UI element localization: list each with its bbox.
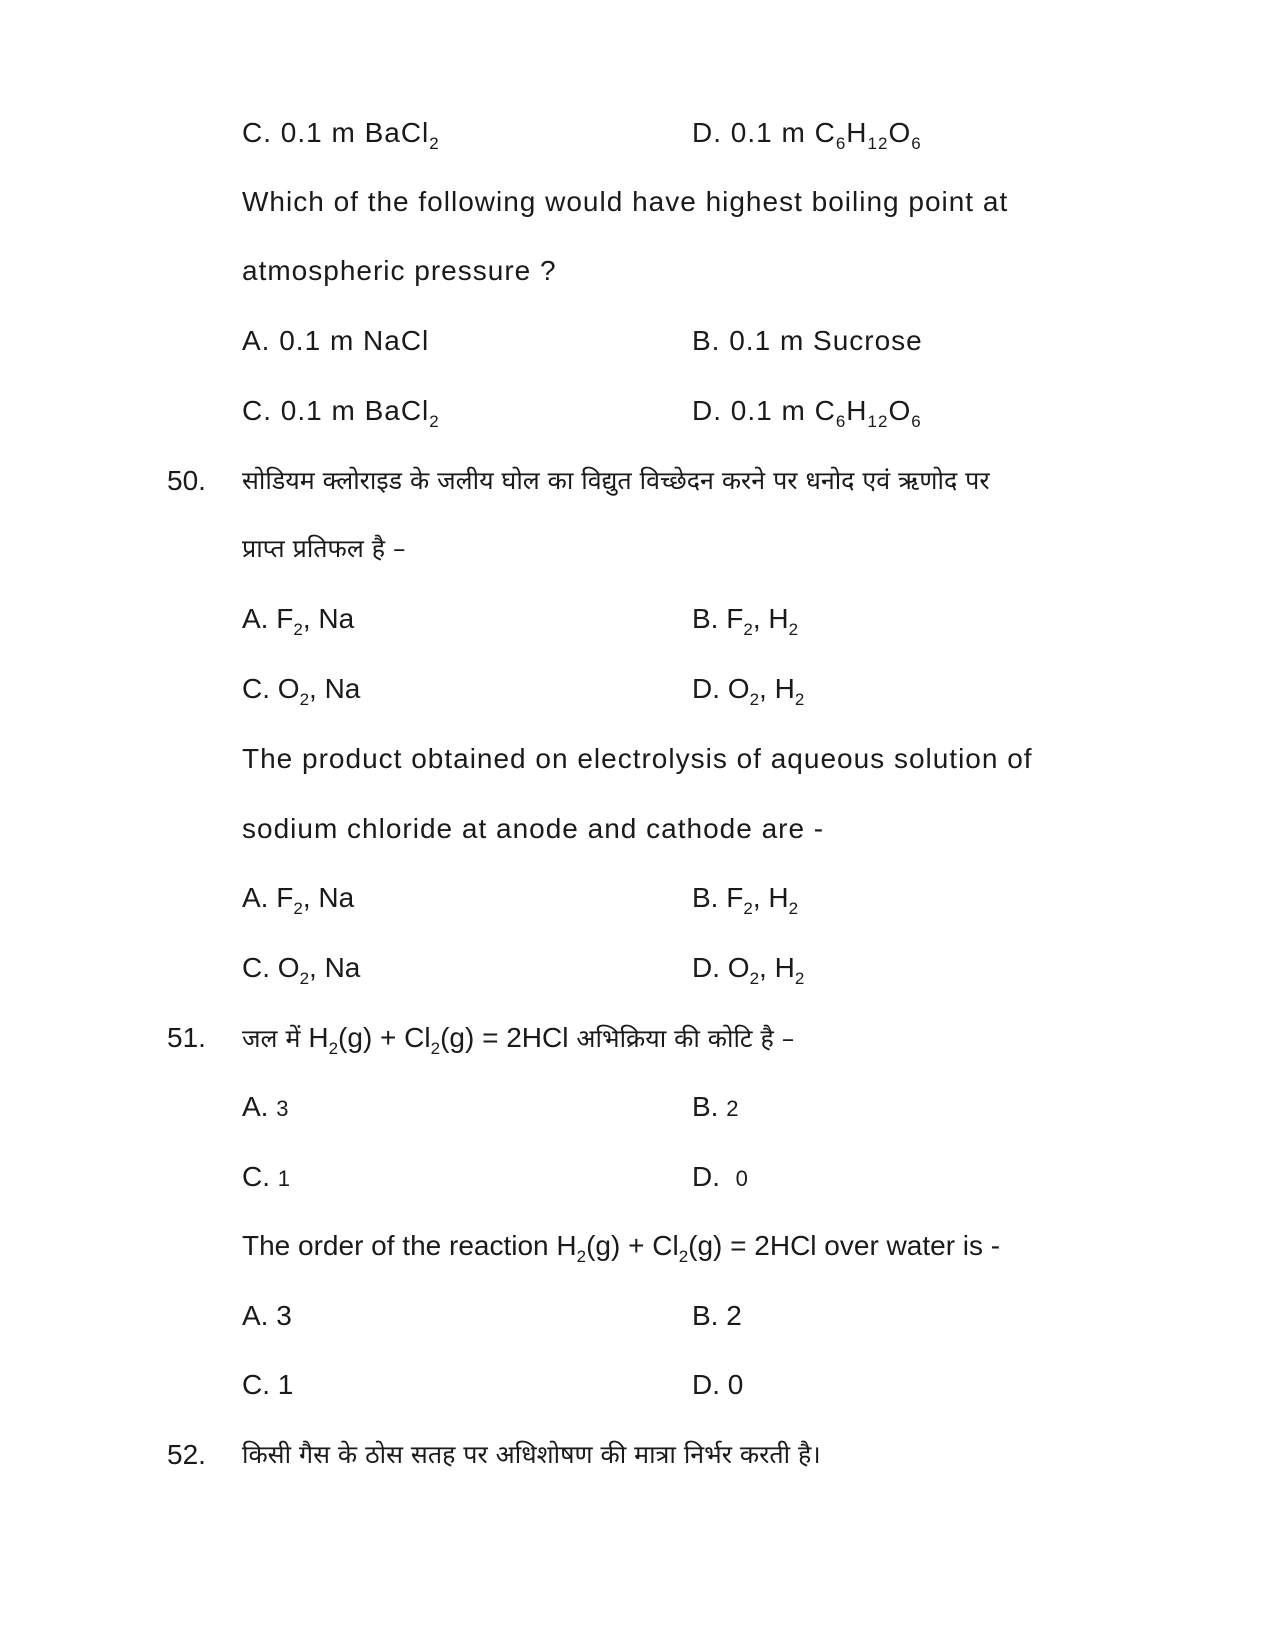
q49-option-a: A. 0.1 m NaCl [242,325,430,356]
q49-option-d: D. 0.1 m $C_6H_{12}O_6$ [692,395,922,431]
q51-en-option-a: A. 3 [242,1300,292,1331]
q50-hi-option-c: C. $O_2$, Na [242,673,361,709]
q51-en-option-c: C. 1 [242,1369,294,1400]
q52-number: 52. [167,1439,206,1470]
q51-hi-option-c: C. 1 [242,1161,291,1192]
q49-top-option-d: D. 0.1 m $C_6H_{12}O_6$ [692,117,922,153]
q51-hi-option-a: A. 3 [242,1091,289,1122]
q50-en-option-d: D. $O_2$, $H_2$ [692,952,805,988]
q50-hi-option-a: A. $F_2$, Na [242,603,355,639]
q49-question-en-line1: Which of the following would have highest boiling point at [242,186,1009,217]
q50-question-hi-line2: प्राप्त प्रतिफल है – [242,534,406,563]
q52-question-hi: किसी गैस के ठोस सतह पर अधिशोषण की मात्रा निर्भर करती है। [242,1440,821,1469]
q49-option-b: B. 0.1 m Sucrose [692,325,923,356]
q50-question-en-line2: sodium chloride at anode and cathode are - [242,813,825,844]
q51-question-en: The order of the reaction $H_2(g) + Cl_2(g) = 2HCl$ over water is - [242,1230,1001,1266]
q51-en-option-b: B. 2 [692,1300,742,1331]
q50-hi-option-b: B. $F_2$, $H_2$ [692,603,799,639]
q51-hi-option-b: B. 2 [692,1091,739,1122]
q51-en-option-d: D. 0 [692,1369,744,1400]
q51-question-hi: जल में $H_2(g) + Cl_2(g) = 2HCl$ अभिक्रिया की कोटि है – [242,1022,795,1058]
q50-en-option-a: A. $F_2$, Na [242,882,355,918]
q50-en-option-c: C. $O_2$, Na [242,952,361,988]
q50-number: 50. [167,465,206,496]
q51-number: 51. [167,1022,206,1053]
q49-question-en-line2: atmospheric pressure ? [242,255,557,286]
q49-option-c: C. 0.1 m BaCl$_2$ [242,395,440,431]
q50-question-en-line1: The product obtained on electrolysis of aqueous solution of [242,743,1033,774]
q51-hi-option-d: D. 0 [692,1161,748,1192]
q50-en-option-b: B. $F_2$, $H_2$ [692,882,799,918]
q50-question-hi-line1: सोडियम क्लोराइड के जलीय घोल का विद्युत विच्छेदन करने पर धनोद एवं ऋणोद पर [242,466,990,495]
q49-top-option-c: C. 0.1 m BaCl$_2$ [242,117,440,153]
q50-hi-option-d: D. $O_2$, $H_2$ [692,673,805,709]
